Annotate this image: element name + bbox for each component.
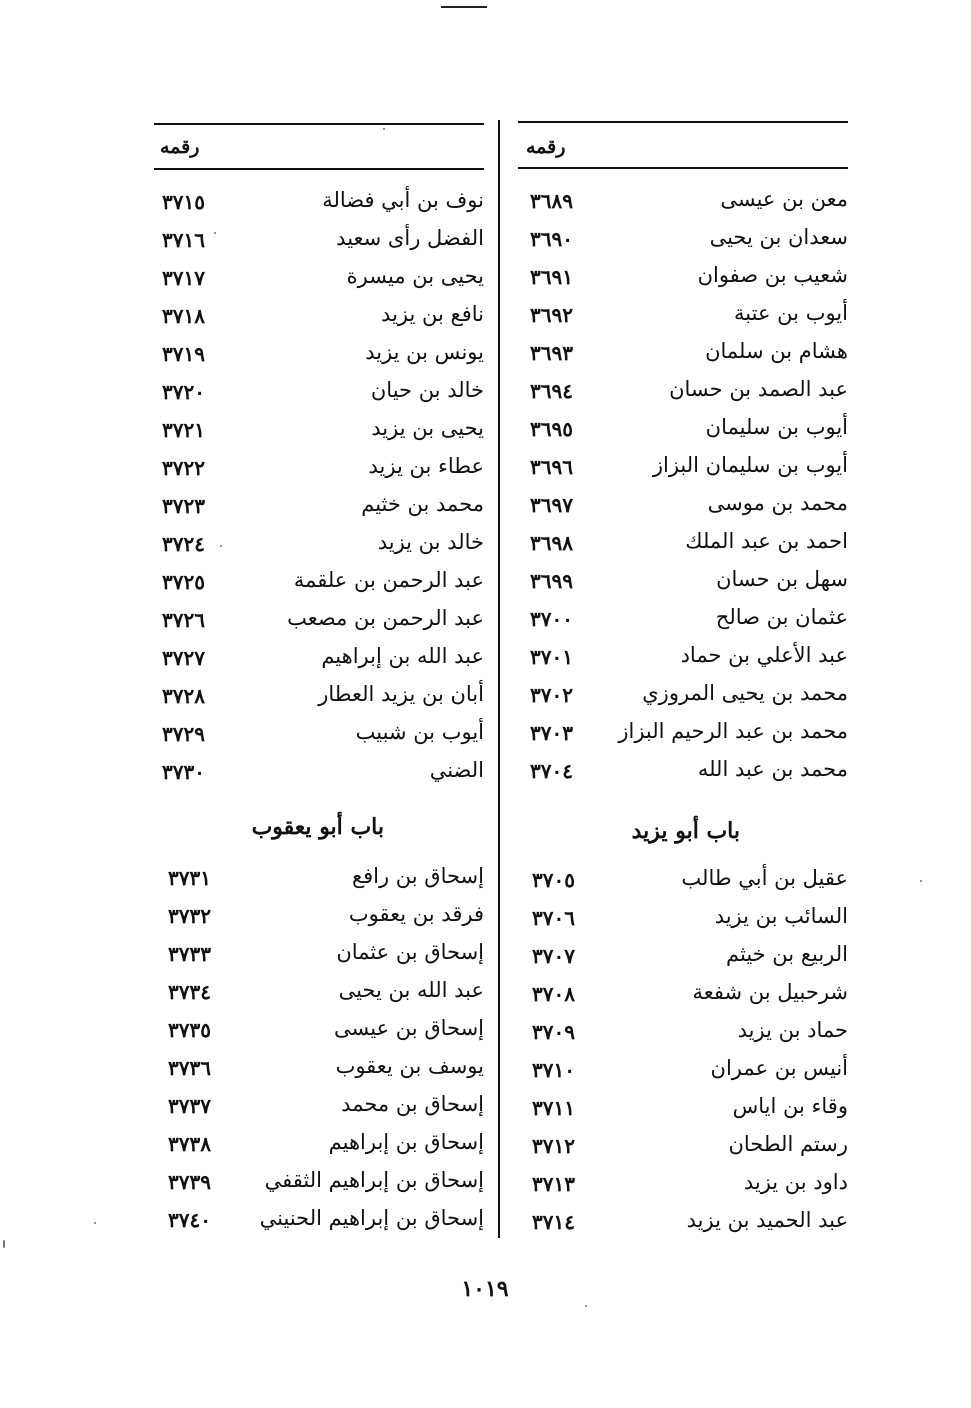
- entry-number: ٣٧١٣: [532, 1172, 575, 1196]
- entry-name: عبد الله بن يحيى: [338, 978, 484, 1002]
- entry-number: ٣٦٩٨: [530, 531, 573, 555]
- entry-number: ٣٦٩٤: [530, 379, 573, 403]
- entry-number: ٣٧١٥: [162, 190, 205, 214]
- entry-number: ٣٧٠٠: [530, 607, 573, 631]
- header-bottom-rule: [518, 167, 848, 169]
- entry-name: إسحاق بن عيسى: [334, 1016, 484, 1040]
- entry-name: شعيب بن صفوان: [697, 263, 848, 287]
- entry-number: ٣٧٢٩: [162, 722, 205, 746]
- entry-name: محمد بن يحيى المروزي: [642, 681, 848, 705]
- entry-number: ٣٦٩٠: [530, 227, 573, 251]
- entry-name: أيوب بن عتبة: [734, 301, 848, 325]
- scan-speck: [585, 1305, 587, 1307]
- entry-number: ٣٦٩٩: [530, 569, 573, 593]
- entry-name: شرحبيل بن شفعة: [692, 980, 848, 1004]
- entry-number: ٣٧١٧: [162, 266, 205, 290]
- scan-speck: [214, 232, 216, 234]
- entry-name: إسحاق بن عثمان: [336, 940, 484, 964]
- entry-number: ٣٦٩٦: [530, 455, 573, 479]
- entry-name: محمد بن عبد الرحيم البزاز: [618, 719, 848, 743]
- entry-number: ٣٦٨٩: [530, 189, 573, 213]
- entry-name: إسحاق بن إبراهيم: [328, 1130, 484, 1154]
- entry-name: أيوب بن سليمان: [705, 415, 848, 439]
- entry-number: ٣٧١٩: [162, 342, 205, 366]
- entry-number: ٣٧٣٥: [168, 1018, 211, 1042]
- entry-name: محمد بن عبد الله: [697, 757, 848, 781]
- entry-name: حماد بن يزيد: [737, 1018, 848, 1042]
- number-column-header: رقمه: [160, 136, 200, 158]
- entry-name: داود بن يزيد: [743, 1170, 848, 1194]
- entry-name: الضني: [429, 758, 484, 782]
- entry-name: عبد الحميد بن يزيد: [686, 1208, 848, 1232]
- entry-number: ٣٧١٨: [162, 304, 205, 328]
- scan-speck: [94, 1222, 96, 1224]
- entry-name: نافع بن يزيد: [381, 302, 484, 326]
- entry-name: خالد بن يزيد: [377, 530, 484, 554]
- entry-name: عبد الرحمن بن مصعب: [287, 606, 484, 630]
- entry-name: سهل بن حسان: [716, 567, 848, 591]
- entry-name: نوف بن أبي فضالة: [322, 188, 484, 212]
- entry-name: أنيس بن عمران: [710, 1056, 848, 1080]
- entry-number: ٣٧٣٨: [168, 1132, 211, 1156]
- section-title-abu-yaqub: باب أبو يعقوب: [251, 814, 384, 840]
- entry-number: ٣٧٢٦: [162, 608, 205, 632]
- entry-number: ٣٧١٠: [532, 1058, 575, 1082]
- number-column-header: رقمه: [526, 136, 566, 158]
- top-rule: [441, 6, 487, 8]
- section-title-abu-yazid: باب أبو يزيد: [631, 818, 740, 844]
- entry-name: عطاء بن يزيد: [368, 454, 484, 478]
- entry-number: ٣٧٣٩: [168, 1170, 211, 1194]
- scan-speck: [383, 128, 385, 130]
- entry-number: ٣٧١١: [532, 1096, 575, 1120]
- entry-number: ٣٧٠٥: [532, 868, 575, 892]
- entry-name: السائب بن يزيد: [714, 904, 848, 928]
- entry-name: يحيى بن يزيد: [371, 416, 484, 440]
- entry-number: ٣٧٤٠: [168, 1208, 211, 1232]
- entry-number: ٣٦٩١: [530, 265, 573, 289]
- entry-number: ٣٧٣٠: [162, 760, 205, 784]
- header-top-rule: [154, 123, 484, 125]
- entry-number: ٣٧٠١: [530, 645, 573, 669]
- entry-number: ٣٧٢٢: [162, 456, 205, 480]
- scan-speck: [3, 1240, 5, 1248]
- entry-name: محمد بن خثيم: [361, 492, 484, 516]
- entry-name: إسحاق بن إبراهيم الحنيني: [259, 1206, 484, 1230]
- page-number: ١٠١٩: [461, 1276, 509, 1302]
- entry-number: ٣٧٢٠: [162, 380, 205, 404]
- entry-number: ٣٧٠٢: [530, 683, 573, 707]
- entry-number: ٣٧٢٧: [162, 646, 205, 670]
- entry-number: ٣٧٢٣: [162, 494, 205, 518]
- entry-name: أيوب بن سليمان البزاز: [652, 453, 848, 477]
- entry-name: يوسف بن يعقوب: [335, 1054, 484, 1078]
- entry-number: ٣٧٠٤: [530, 759, 573, 783]
- entry-number: ٣٧٣٤: [168, 980, 211, 1004]
- entry-name: عبد الله بن إبراهيم: [321, 644, 484, 668]
- entry-number: ٣٦٩٧: [530, 493, 573, 517]
- entry-number: ٣٧٣١: [168, 866, 211, 890]
- entry-number: ٣٧٢٨: [162, 684, 205, 708]
- entry-name: خالد بن حيان: [370, 378, 484, 402]
- entry-name: هشام بن سلمان: [705, 339, 848, 363]
- entry-name: عبد الصمد بن حسان: [669, 377, 848, 401]
- entry-number: ٣٧٢١: [162, 418, 205, 442]
- entry-number: ٣٧٢٤: [162, 532, 205, 556]
- entry-name: أيوب بن شبيب: [355, 720, 484, 744]
- entry-name: وقاء بن اياس: [732, 1094, 848, 1118]
- entry-number: ٣٦٩٣: [530, 341, 573, 365]
- column-divider: [498, 120, 500, 1238]
- entry-number: ٣٧٠٧: [532, 944, 575, 968]
- entry-name: الفضل رأى سعيد: [336, 226, 484, 250]
- entry-number: ٣٦٩٥: [530, 417, 573, 441]
- entry-name: احمد بن عبد الملك: [685, 529, 848, 553]
- entry-number: ٣٧٢٥: [162, 570, 205, 594]
- entry-number: ٣٧١٢: [532, 1134, 575, 1158]
- entry-number: ٣٧٠٦: [532, 906, 575, 930]
- entry-name: يحيى بن ميسرة: [346, 264, 484, 288]
- entry-name: أبان بن يزيد العطار: [318, 682, 484, 706]
- entry-number: ٣٧٠٣: [530, 721, 573, 745]
- entry-number: ٣٦٩٢: [530, 303, 573, 327]
- entry-name: عبد الرحمن بن علقمة: [293, 568, 484, 592]
- entry-number: ٣٧٣٣: [168, 942, 211, 966]
- entry-number: ٣٧١٤: [532, 1210, 575, 1234]
- entry-name: محمد بن موسى: [707, 491, 848, 515]
- entry-name: إسحاق بن رافع: [351, 864, 484, 888]
- entry-name: يونس بن يزيد: [365, 340, 484, 364]
- entry-number: ٣٧٣٧: [168, 1094, 211, 1118]
- entry-name: الربيع بن خيثم: [726, 942, 848, 966]
- entry-number: ٣٧٣٢: [168, 904, 211, 928]
- entry-name: عثمان بن صالح: [715, 605, 848, 629]
- entry-name: عبد الأعلي بن حماد: [680, 643, 848, 667]
- header-top-rule: [518, 121, 848, 123]
- entry-name: معن بن عيسى: [720, 187, 848, 211]
- entry-name: عقيل بن أبي طالب: [681, 866, 848, 890]
- entry-number: ٣٧٠٨: [532, 982, 575, 1006]
- header-bottom-rule: [154, 168, 484, 170]
- scan-speck: [220, 545, 222, 547]
- entry-name: رستم الطحان: [728, 1132, 848, 1156]
- entry-name: إسحاق بن محمد: [341, 1092, 484, 1116]
- entry-number: ٣٧٣٦: [168, 1056, 211, 1080]
- scan-speck: [920, 880, 922, 882]
- entry-number: ٣٧٠٩: [532, 1020, 575, 1044]
- entry-number: ٣٧١٦: [162, 228, 205, 252]
- entry-name: سعدان بن يحيى: [709, 225, 848, 249]
- entry-name: إسحاق بن إبراهيم الثقفي: [264, 1168, 484, 1192]
- entry-name: فرقد بن يعقوب: [348, 902, 484, 926]
